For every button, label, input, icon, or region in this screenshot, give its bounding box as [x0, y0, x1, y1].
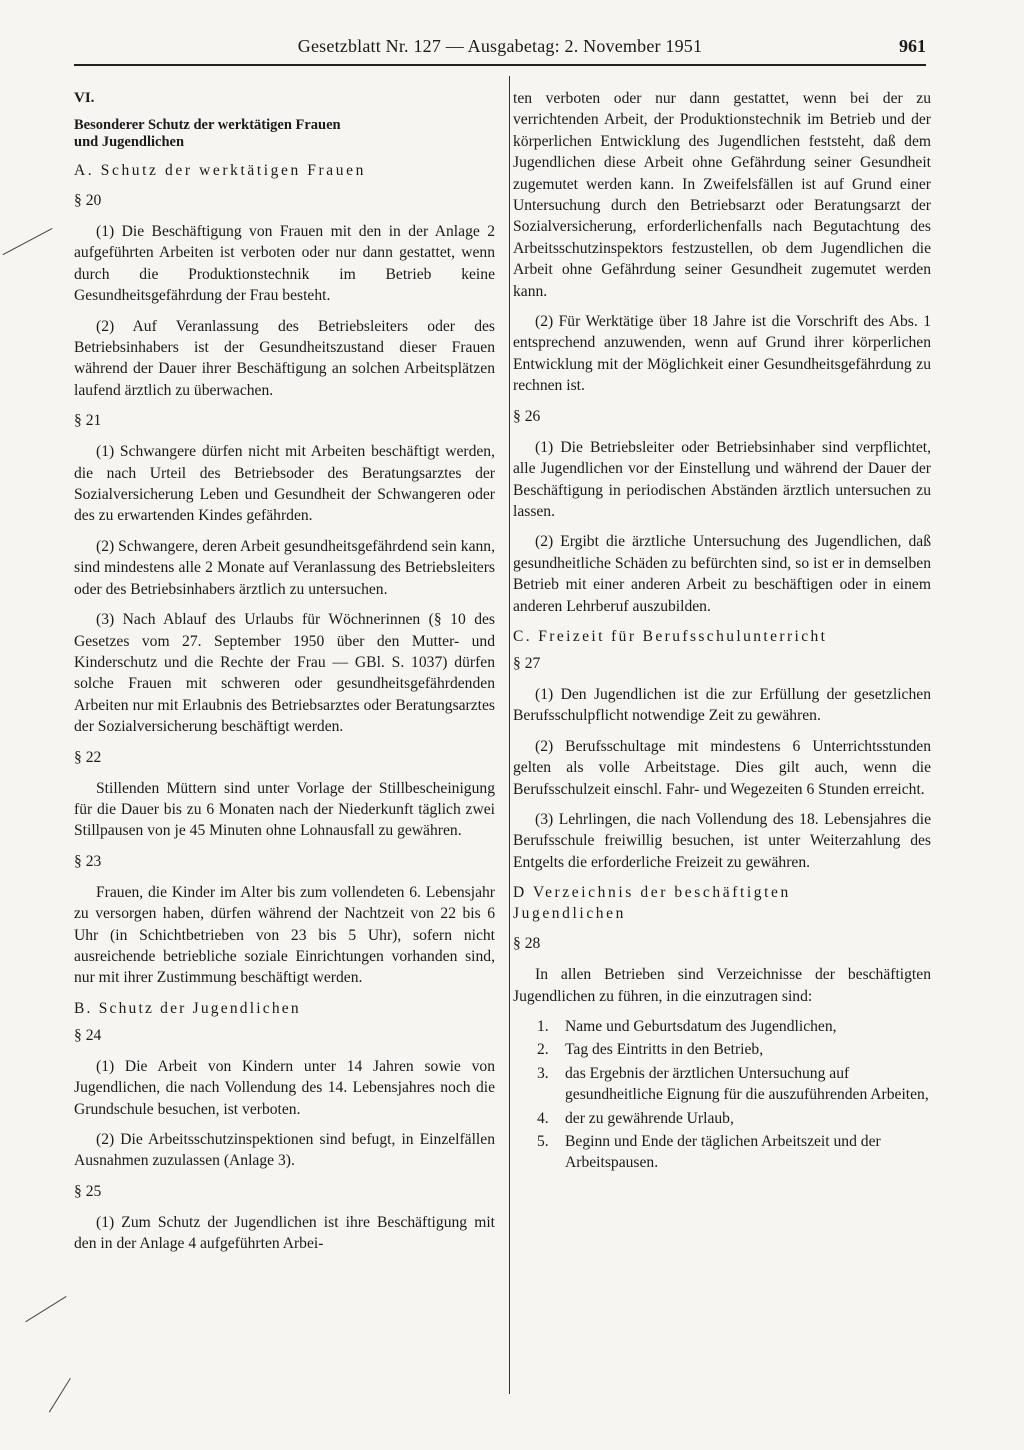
list-item-text: Tag des Eintritts in den Betrieb,: [565, 1041, 764, 1059]
paragraph-text: (2) Für Werktätige über 18 Jahre ist die Vorschrift des Abs. 1 entsprechend anzuwenden, wenn auf Grund ihrer körperlichen Entwicklung mit der Möglichkeit einer Gesundheitsgefährdung zu rechnen ist.: [513, 313, 931, 395]
list-item: [513, 1039, 931, 1060]
paragraph-text: (1) Die Arbeit von Kindern unter 14 Jahren sowie von Jugendlichen, die nach Vollendung des 14. Lebensjahres noch die Grundschule besuchen, ist verboten.: [74, 1057, 495, 1118]
subsection-heading: Jugendlichen: [513, 905, 626, 923]
paragraph-text: Frauen, die Kinder im Alter bis zum vollendeten 6. Lebensjahr zu versorgen haben, dürfen während der Nachtzeit von 22 bis 6 Uhr (in Schichtbetrieben von 23 bis 5 Uhr), sofern nicht ausreichende betriebliche soziale Einrichtungen vorhanden sind, nur mit ihrer Zustimmung beschäftigt werden.: [74, 883, 495, 987]
left-column: [74, 88, 495, 1264]
list-item-number: 3.: [537, 1064, 549, 1082]
paragraph-text: (2) Auf Veranlassung des Betriebsleiters oder des Betriebsinhabers ist der Gesundheitszustand dieser Frauen während der Dauer ihrer Beschäftigung an solchen Arbeitsplätzen laufend ärztlich zu überwachen.: [74, 317, 495, 399]
paragraph-text: (2) Die Arbeitsschutzinspektionen sind befugt, in Einzelfällen Ausnahmen zuzulassen (Anlage 3).: [74, 1131, 495, 1170]
list-item-number: 5.: [537, 1133, 549, 1151]
right-column: [513, 88, 931, 1176]
paragraph-text: ten verboten oder nur dann gestattet, wenn bei der zu verrichtenden Arbeit, der Produktionstechnik im Betrieb und der körperlichen Entwicklung des Jugendlichen feststeht, daß dem Jugendlichen diese Arbeit ohne Gefährdung seiner Gesundheit zugemutet werden kann. In Zweifelsfällen ist auf Grund einer Untersuchung durch den Betriebsarzt oder Beratungsarzt der Sozialversicherung, erforderlichenfalls nach Begutachtung des Arbeitsschutzinspektors festzustellen, ob dem Jugendlichen die Arbeit ohne Gefährdung seiner Gesundheit zugemutet werden kann.: [513, 90, 931, 300]
paragraph-number: § 24: [74, 1026, 102, 1044]
list-item-text: Name und Geburtsdatum des Jugendlichen,: [565, 1018, 837, 1035]
page-header: [74, 36, 926, 62]
list-item-text: das Ergebnis der ärztlichen Untersuchung auf gesundheitliche Eignung für die auszuführenden Arbeiten,: [565, 1064, 929, 1104]
list-item-text: Beginn und Ende der täglichen Arbeitszeit und der Arbeitspausen.: [565, 1133, 881, 1172]
margin-mark: [49, 1378, 71, 1412]
paragraph-text: (3) Nach Ablauf des Urlaubs für Wöchnerinnen (§ 10 des Gesetzes vom 27. September 1950 über den Mutter- und Kinderschutz und die Rechte der Frau — GBl. S. 1037) dürfen solche Frauen mit schweren oder gesundheitsgefährdenden Arbeiten nur mit Erlaubnis des Betriebsarztes oder Beratungsarztes der Sozialversicherung beschäftigt werden.: [74, 611, 495, 736]
margin-mark: [3, 228, 53, 255]
paragraph-text: (2) Ergibt die ärztliche Untersuchung des Jugendlichen, daß gesundheitliche Schäden zu befürchten sind, so ist er in demselben Betrieb mit einer anderen Arbeit zu beschäftigen oder in einem anderen Lehrberuf auszubilden.: [513, 533, 931, 615]
header-rule: [74, 64, 926, 66]
page-number: 961: [899, 36, 926, 56]
section-title: und Jugendlichen: [74, 134, 185, 150]
list-item: [513, 1131, 931, 1174]
paragraph-text: (1) Schwangere dürfen nicht mit Arbeiten beschäftigt werden, die nach Urteil des Betriebsoder des Beratungsarztes der Sozialversicherung Leben und Gesundheit der Schwangeren oder des zu erwartenden Kindes gefährden.: [74, 443, 495, 525]
paragraph-text: (1) Die Beschäftigung von Frauen mit den in der Anlage 2 aufgeführten Arbeiten ist verboten oder nur dann gestattet, wenn durch die Produktionstechnik im Betrieb keine Gesundheitsgefährdung der Frau besteht.: [74, 223, 495, 305]
subsection-heading: B. Schutz der Jugendlichen: [74, 999, 301, 1017]
paragraph-text: (2) Schwangere, deren Arbeit gesundheitsgefährdend sein kann, sind mindestens alle 2 Monate auf Veranlassung des Betriebsleiters oder des Betriebsinhabers ärztlich zu untersuchen.: [74, 537, 495, 598]
paragraph-number: § 22: [74, 748, 102, 766]
paragraph-text: (3) Lehrlingen, die nach Vollendung des 18. Lebensjahres die Berufsschule freiwillig besuchen, ist unter Weiterzahlung des Entgelts die erforderliche Freizeit zu gewähren.: [513, 810, 931, 871]
list-item: [513, 1016, 931, 1037]
paragraph-number: § 20: [74, 192, 102, 209]
subsection-heading: C. Freizeit für Berufsschulunterricht: [513, 627, 828, 645]
section-number: VI.: [74, 90, 95, 106]
entry-list: [513, 1016, 931, 1174]
list-item-text: der zu gewährende Urlaub,: [565, 1109, 734, 1127]
margin-mark: [25, 1296, 66, 1322]
list-item: [513, 1063, 931, 1106]
paragraph-number: § 28: [513, 935, 541, 953]
subsection-heading: D Verzeichnis der beschäftigten: [513, 884, 791, 902]
paragraph-text: Stillenden Müttern sind unter Vorlage der Stillbescheinigung für die Dauer bis zu 6 Monaten nach der Niederkunft täglich zwei Stillpausen von je 45 Minuten ohne Lohnausfall zu gewähren.: [74, 779, 495, 840]
paragraph-number: § 23: [74, 852, 102, 870]
section-title: Besonderer Schutz der werktätigen Frauen: [74, 117, 341, 133]
header-title: Gesetzblatt Nr. 127 — Ausgabetag: 2. November 1951: [297, 36, 703, 56]
list-item: [513, 1108, 931, 1129]
list-item-number: 1.: [537, 1018, 549, 1035]
paragraph-text: (1) Die Betriebsleiter oder Betriebsinhaber sind verpflichtet, alle Jugendlichen vor der Einstellung und während der Dauer der Beschäftigung in periodischen Abständen ärztlich untersuchen zu lassen.: [513, 438, 931, 520]
paragraph-number: § 26: [513, 407, 541, 425]
paragraph-number: § 21: [74, 412, 102, 430]
subsection-heading: A. Schutz der werktätigen Frauen: [74, 162, 366, 179]
column-divider: [509, 76, 510, 1394]
paragraph-number: § 27: [513, 654, 541, 672]
paragraph-text: (1) Zum Schutz der Jugendlichen ist ihre Beschäftigung mit den in der Anlage 4 aufgeführten Arbei-: [74, 1213, 495, 1253]
paragraph-text: (2) Berufsschultage mit mindestens 6 Unterrichtsstunden gelten als volle Arbeitstage. Dies gilt auch, wenn die Berufsschulzeit einschl. Fahr- und Wegezeiten 6 Stunden erreicht.: [513, 737, 931, 798]
paragraph-text: (1) Den Jugendlichen ist die zur Erfüllung der gesetzlichen Berufsschulpflicht notwendige Zeit zu gewähren.: [513, 685, 931, 725]
paragraph-number: § 25: [74, 1182, 102, 1200]
list-item-number: 4.: [537, 1109, 549, 1127]
paragraph-text: In allen Betrieben sind Verzeichnisse der beschäftigten Jugendlichen zu führen, in die einzutragen sind:: [513, 966, 931, 1005]
list-item-number: 2.: [537, 1041, 549, 1059]
